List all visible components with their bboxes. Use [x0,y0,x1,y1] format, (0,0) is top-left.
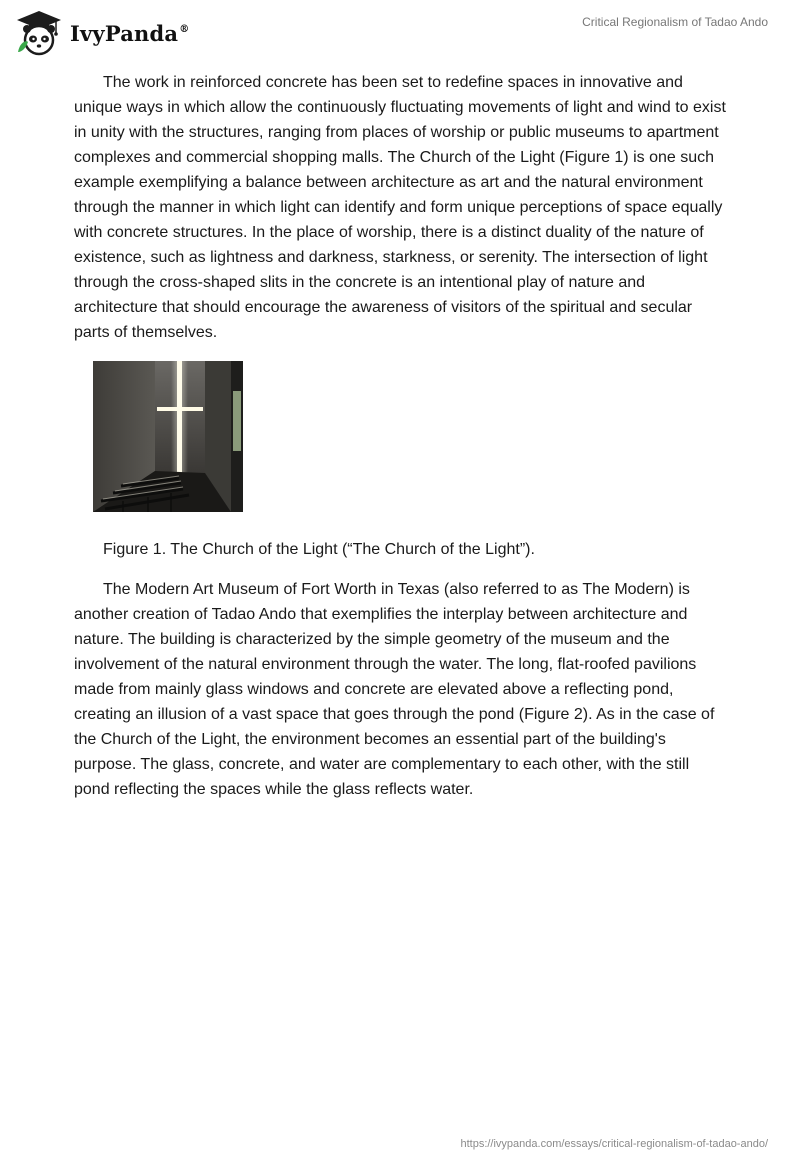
source-url[interactable]: https://ivypanda.com/essays/critical-regionalism-of-tadao-ando/ [460,1138,768,1150]
running-title: Critical Regionalism of Tadao Ando [582,15,768,29]
panda-graduate-icon [14,8,64,58]
paragraph-1: The work in reinforced concrete has been set to redefine spaces in innovative and unique ways in which allow the continuously fluctuating movements of light and wind to exist in unity with the structures, ranging from places of worship or public museums to apartment complexes and commercial shopping malls. The Church of the Light (Figure 1) is one such example exemplifying a balance between architecture as art and the natural environment through the manner in which light can identify and form unique perceptions of space equally with concrete structures. In the place of worship, there is a distinct duality of the nature of existence, such as lightness and darkness, starkness, or serenity. The intersection of light through the cross-shaped slits in the concrete is an intentional play of nature and architecture that should encourage the awareness of visitors of the spiritual and secular parts of themselves. [74,74,726,341]
figure-caption: Figure 1. The Church of the Light (“The Church of the Light”). [103,541,535,558]
church-of-light-photo [93,361,243,512]
essay-content [74,70,726,802]
brand-logo[interactable] [14,8,189,58]
church-of-light-figure [93,361,243,512]
paragraph-2: The Modern Art Museum of Fort Worth in Texas (also referred to as The Modern) is another creation of Tadao Ando that exemplifies the interplay between architecture and nature. The building is characterized by the simple geometry of the museum and the involvement of the natural environment through the water. The long, flat-roofed pavilions made from mainly glass windows and concrete are elevated above a reflecting pond, creating an illusion of a vast space that goes through the pond (Figure 2). As in the case of the Church of the Light, the environment becomes an essential part of the building's purpose. The glass, concrete, and water are complementary to each other, with the still pond reflecting the spaces while the glass reflects water. [74,581,715,798]
brand-name: IvyPanda® [70,20,190,46]
registered-mark: ® [179,23,190,35]
